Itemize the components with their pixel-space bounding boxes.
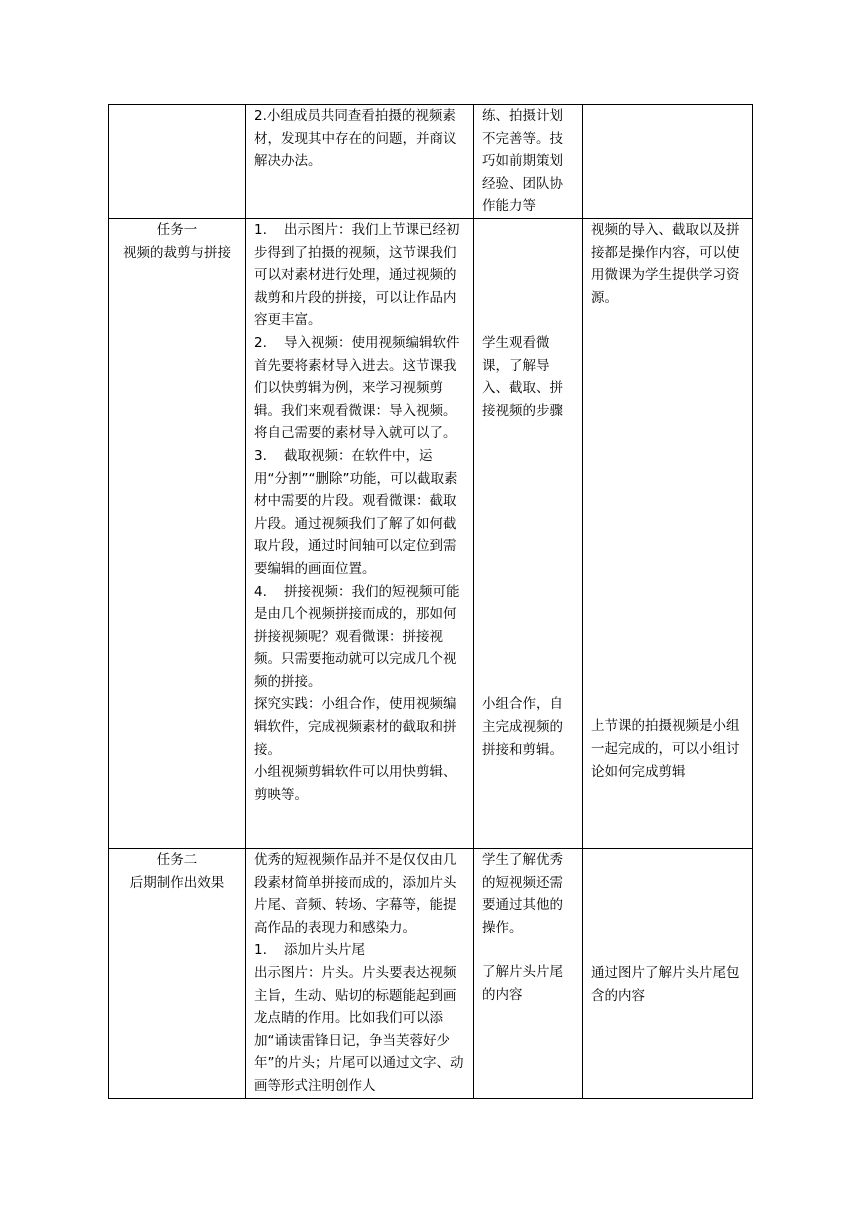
stage-title: 任务一 视频的裁剪与拼接 [123, 222, 231, 261]
teacher-paragraph: 探究实践：小组合作，使用视频编辑软件，完成视频素材的截取和拼接。 [254, 696, 457, 758]
teacher-paragraph: 小组视频剪辑软件可以用快剪辑、剪映等。 [254, 764, 457, 803]
stage-title: 任务二 后期制作出效果 [129, 852, 225, 891]
intent-paragraph: 通过图片了解片头片尾包含的内容 [591, 965, 740, 1004]
student-paragraph: 了解片头片尾的内容 [482, 964, 563, 1003]
student-paragraph: 练、拍摄计划不完善等。技巧如前期策划经验、团队协作能力等 [482, 108, 563, 215]
teacher-paragraph: 1. 添加片头片尾 [254, 942, 366, 959]
teacher-paragraph: 2.小组成员共同查看拍摄的视频素材，发现其中存在的问题，并商议解决办法。 [254, 108, 457, 170]
stage-cell [109, 105, 246, 219]
student-paragraph: 小组合作，自主完成视频的拼接和剪辑。 [482, 696, 563, 758]
teacher-paragraph: 1. 出示图片：我们上节课已经初步得到了拍摄的视频，这节课我们可以对素材进行处理，通过视频的裁剪和片段的拼接，可以让作品内容更丰富。 [254, 222, 460, 329]
teacher-paragraph: 3. 截取视频：在软件中，运用“分割”“删除”功能，可以截取素材中需要的片段。观看微课：截取片段。通过视频我们了解了如何截取片段，通过时间轴可以定位到需要编辑的画面位置。 [254, 447, 458, 577]
design-intent-cell [583, 105, 753, 219]
table-row [109, 849, 753, 1099]
stage-cell [109, 219, 246, 849]
student-paragraph: 学生了解优秀的短视频还需要通过其他的操作。 [482, 852, 563, 936]
student-activity-cell [474, 219, 583, 849]
teacher-activity-cell [246, 219, 474, 849]
stage-cell [109, 849, 246, 1099]
teacher-paragraph: 2. 导入视频：使用视频编辑软件首先要将素材导入进去。这节课我们以快剪辑为例，来学习视频剪辑。我们来观看微课：导入视频。将自己需要的素材导入就可以了。 [254, 334, 460, 442]
teacher-paragraph: 优秀的短视频作品并不是仅仅由几段素材简单拼接而成的，添加片头片尾、音频、转场、字幕等，能提高作品的表现力和感染力。 [254, 852, 457, 936]
teacher-activity-cell [246, 849, 474, 1099]
design-intent-cell [583, 849, 753, 1099]
intent-paragraph: 上节课的拍摄视频是小组一起完成的，可以小组讨论如何完成剪辑 [591, 718, 740, 780]
table-row [109, 219, 753, 849]
teacher-paragraph: 出示图片：片头。片头要表达视频主旨，生动、贴切的标题能起到画龙点睛的作用。比如我们可以添加“诵读雷锋日记，争当芙蓉好少年”的片头；片尾可以通过文字、动画等形式注明创作人 [254, 964, 464, 1094]
student-activity-cell [474, 105, 583, 219]
teacher-activity-cell [246, 105, 474, 219]
lesson-plan-table [108, 104, 753, 1099]
teacher-paragraph: 4. 拼接视频：我们的短视频可能是由几个视频拼接而成的，那如何拼接视频呢？观看微课：拼接视频。只需要拖动就可以完成几个视频的拼接。 [254, 583, 460, 690]
lesson-plan-page [108, 104, 752, 1099]
table-row [109, 105, 753, 219]
design-intent-cell [583, 219, 753, 849]
student-paragraph: 学生观看微课，了解导入、截取、拼接视频的步骤 [482, 335, 563, 419]
student-activity-cell [474, 849, 583, 1099]
intent-paragraph: 视频的导入、截取以及拼接都是操作内容，可以使用微课为学生提供学习资源。 [591, 222, 740, 306]
